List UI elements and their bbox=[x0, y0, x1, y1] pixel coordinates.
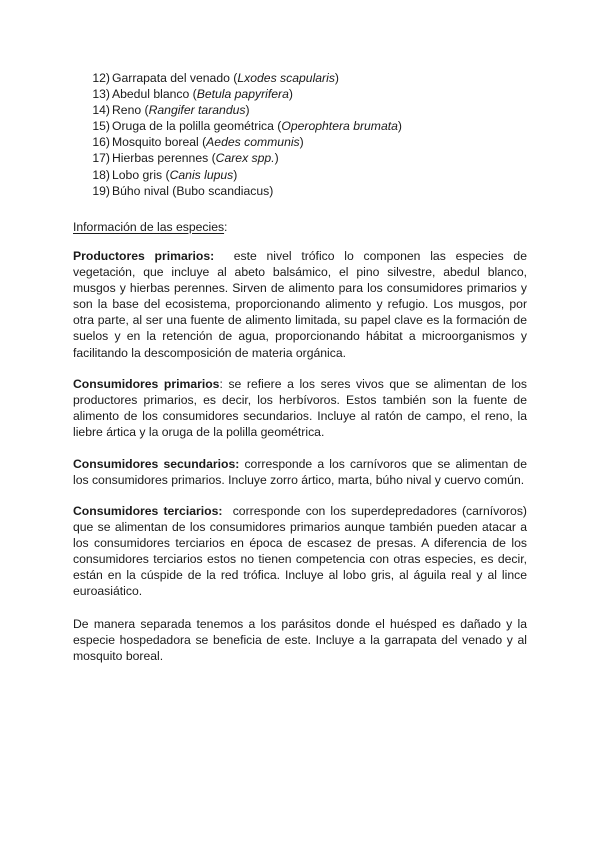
species-number: 14) bbox=[92, 103, 110, 118]
species-common-name: Búho nival bbox=[112, 183, 169, 198]
species-common-name: Abedul blanco bbox=[112, 87, 190, 102]
species-item: 14) Reno (Rangifer tarandus) bbox=[90, 102, 510, 118]
species-scientific-name: Betula papyrifera bbox=[196, 87, 289, 102]
species-number: 16) bbox=[92, 135, 110, 150]
species-number: 19) bbox=[92, 183, 110, 198]
paragraph-text: : se refiere a los seres vivos que se alimentan de los productores primarios, es decir, los herbívoros. Estos también son la fuente de alimento de los consumidores secundarios. Incluye al ratón de campo, el reno, la liebre ártica y la oruga de la polilla geométrica. bbox=[73, 377, 527, 440]
paragraph-consumidores-terciarios bbox=[73, 503, 527, 600]
paragraph-consumidores-secundarios bbox=[73, 456, 527, 488]
term-label: Consumidores secundarios: bbox=[73, 457, 240, 471]
species-common-name: Reno bbox=[112, 103, 142, 118]
species-number: 18) bbox=[92, 167, 110, 182]
species-item: 16) Mosquito boreal (Aedes communis) bbox=[90, 134, 510, 150]
section-title-colon: : bbox=[224, 220, 228, 234]
species-item: 12) Garrapata del venado (Lxodes scapularis) bbox=[90, 70, 510, 86]
species-item: 18) Lobo gris (Canis lupus) bbox=[90, 167, 510, 183]
paragraph-text: corresponde con los superdepredadores (carnívoros) que se alimentan de los consumidores primarios aunque también pueden atacar a los consumidores terciarios en época de escasez de presas. A diferencia de los consumidores terciarios estos no tienen competencia con otras especies, es decir, están en la cúspide de la red trófica. Incluye al lobo gris, al águila real y al lince euroasiático. bbox=[73, 504, 527, 599]
paragraph-text: corresponde a los carnívoros que se alimentan de los consumidores primarios. Incluye zorro ártico, marta, búho nival y cuervo común. bbox=[73, 457, 527, 488]
species-item: 17) Hierbas perennes (Carex spp.) bbox=[90, 150, 510, 166]
species-common-name: Hierbas perennes bbox=[112, 151, 209, 166]
species-scientific-name: Lxodes scapularis bbox=[237, 71, 335, 85]
species-item: 13) Abedul blanco (Betula papyrifera) bbox=[90, 86, 510, 102]
species-scientific-name: Operophtera brumata bbox=[281, 119, 398, 134]
paragraph-consumidores-primarios bbox=[73, 376, 527, 440]
species-number: 15) bbox=[92, 119, 110, 134]
species-scientific-name: Canis lupus bbox=[169, 167, 234, 182]
species-number: 12) bbox=[92, 71, 110, 85]
species-scientific-name: Rangifer tarandus bbox=[148, 103, 246, 118]
species-number: 13) bbox=[92, 87, 110, 102]
species-scientific-name: Bubo scandiacus bbox=[176, 183, 270, 198]
paragraph-productores-primarios bbox=[73, 248, 527, 361]
species-scientific-name: Carex spp. bbox=[215, 151, 275, 166]
species-number: 17) bbox=[92, 151, 110, 166]
species-scientific-name: Aedes communis bbox=[206, 135, 300, 150]
species-common-name: Oruga de la polilla geométrica bbox=[112, 119, 274, 134]
species-common-name: Mosquito boreal bbox=[112, 135, 199, 150]
paragraph-text: De manera separada tenemos a los parásitos donde el huésped es dañado y la especie hospedadora se beneficia de este. Incluye a la garrapata del venado y al mosquito boreal. bbox=[73, 617, 527, 664]
species-common-name: Garrapata del venado bbox=[112, 71, 230, 85]
species-item: 19) Búho nival (Bubo scandiacus) bbox=[90, 183, 510, 199]
term-label: Consumidores terciarios: bbox=[73, 504, 223, 518]
species-item: 15) Oruga de la polilla geométrica (Operophtera brumata) bbox=[90, 118, 510, 134]
paragraph-text: este nivel trófico lo componen las especies de vegetación, que incluye al abeto balsámico, el pino silvestre, abedul blanco, musgos y hierbas perennes. Sirven de alimento para los consumidores primarios y son la base del ecosistema, proporcionando alimento y refugio. Los musgos, por otra parte, al ser una fuente de alimento limitada, su papel clave es la formación de suelos y en la retención de agua, proporcionando hábitat a microorganismos y facilitando la descomposición de materia orgánica. bbox=[73, 249, 527, 360]
term-label: Consumidores primarios bbox=[73, 377, 220, 391]
species-common-name: Lobo gris bbox=[112, 167, 163, 182]
section-title: Información de las especies bbox=[73, 220, 225, 234]
paragraph-parasitos bbox=[73, 616, 527, 664]
term-label: Productores primarios: bbox=[73, 249, 215, 263]
species-list bbox=[90, 70, 510, 199]
